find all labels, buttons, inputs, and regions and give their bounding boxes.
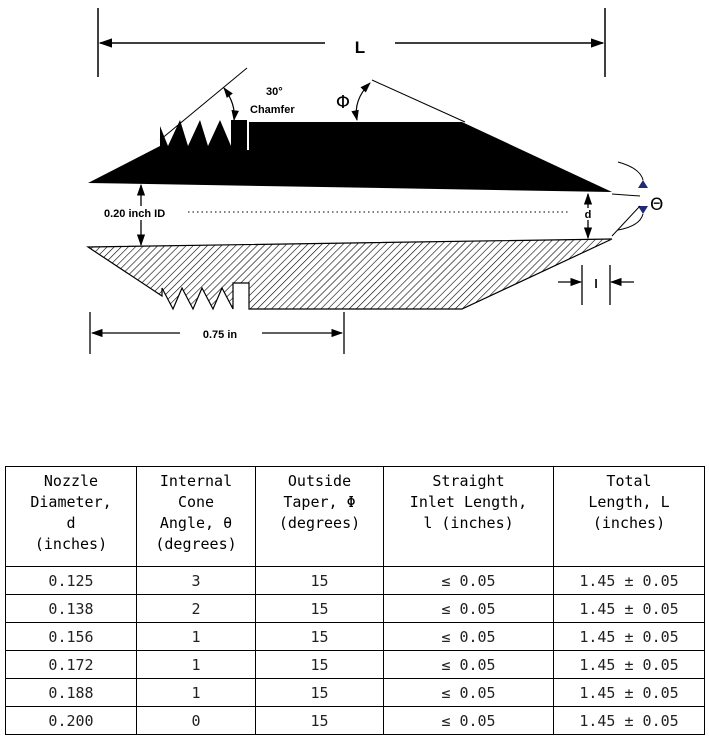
cell-nozzle-diameter: 0.200: [6, 707, 137, 735]
cell-total-length: 1.45 ± 0.05: [554, 623, 705, 651]
table-row: [6, 707, 705, 735]
phi-label: Φ: [335, 92, 351, 113]
nozzle-lower-half: [88, 239, 612, 309]
header-nozzle-diameter: [6, 467, 137, 567]
header-line: (degrees): [155, 535, 237, 553]
thread-length-label: 0.75 in: [202, 329, 238, 341]
inlet-length-dimension: [558, 265, 634, 305]
cell-cone-angle: 1: [137, 623, 256, 651]
header-line: Diameter,: [30, 493, 112, 511]
table-row: [6, 623, 705, 651]
cell-nozzle-diameter: 0.188: [6, 679, 137, 707]
cell-outside-taper: 15: [256, 623, 384, 651]
cell-inlet-length: ≤ 0.05: [384, 623, 554, 651]
cell-total-length: 1.45 ± 0.05: [554, 707, 705, 735]
table-header-row: [6, 467, 705, 567]
cell-nozzle-diameter: 0.156: [6, 623, 137, 651]
header-outside-taper: [256, 467, 384, 567]
length-dimension: [98, 8, 605, 77]
exit-diameter-dimension: [581, 194, 595, 238]
cell-nozzle-diameter: 0.125: [6, 567, 137, 595]
cell-outside-taper: 15: [256, 595, 384, 623]
cell-nozzle-diameter: 0.172: [6, 651, 137, 679]
cell-cone-angle: 0: [137, 707, 256, 735]
inlet-length-label: l: [594, 277, 598, 291]
header-line: Outside: [287, 472, 352, 490]
table-row: [6, 679, 705, 707]
table-row: [6, 595, 705, 623]
cell-total-length: 1.45 ± 0.05: [554, 567, 705, 595]
chamfer-angle-label: 30°: [266, 86, 283, 98]
cell-total-length: 1.45 ± 0.05: [554, 679, 705, 707]
cell-total-length: 1.45 ± 0.05: [554, 595, 705, 623]
cell-nozzle-diameter: 0.138: [6, 595, 137, 623]
header-line: Cone: [177, 493, 215, 511]
length-label: L: [354, 38, 366, 57]
header-line: Inlet Length,: [409, 493, 528, 511]
nozzle-upper-half: [88, 120, 612, 192]
cell-outside-taper: 15: [256, 679, 384, 707]
cell-cone-angle: 1: [137, 679, 256, 707]
cell-inlet-length: ≤ 0.05: [384, 679, 554, 707]
header-line: Angle, θ: [159, 514, 233, 532]
cell-cone-angle: 3: [137, 567, 256, 595]
header-line: Internal: [159, 472, 233, 490]
header-total-length: [554, 467, 705, 567]
cell-inlet-length: ≤ 0.05: [384, 707, 554, 735]
header-line: d: [66, 514, 76, 532]
cell-inlet-length: ≤ 0.05: [384, 567, 554, 595]
table-row: [6, 651, 705, 679]
cell-outside-taper: 15: [256, 707, 384, 735]
table-row: [6, 567, 705, 595]
header-line: Straight: [432, 472, 505, 490]
cell-cone-angle: 2: [137, 595, 256, 623]
inner-diameter-label: 0.20 inch ID: [104, 208, 166, 220]
cell-total-length: 1.45 ± 0.05: [554, 651, 705, 679]
inner-diameter-dimension: [102, 185, 182, 245]
thread-length-dimension: [90, 312, 344, 354]
exit-diameter-label: d: [584, 209, 592, 221]
header-line: Taper, Φ: [283, 493, 356, 511]
header-line: (inches): [592, 514, 666, 532]
nozzle-spec-table: [5, 466, 705, 735]
header-line: Nozzle: [43, 472, 99, 490]
header-straight-inlet-length: [384, 467, 554, 567]
cone-angle-annotation: [612, 162, 663, 236]
header-internal-cone-angle: [137, 467, 256, 567]
chamfer-label: Chamfer: [250, 104, 295, 116]
theta-label: Θ: [650, 195, 664, 215]
header-line: l (inches): [423, 514, 514, 532]
cell-outside-taper: 15: [256, 651, 384, 679]
taper-angle-annotation: [336, 80, 465, 122]
header-line: (inches): [34, 535, 108, 553]
cell-cone-angle: 1: [137, 651, 256, 679]
header-line: (degrees): [278, 514, 361, 532]
cell-inlet-length: ≤ 0.05: [384, 595, 554, 623]
header-line: Length, L: [588, 493, 670, 511]
cell-outside-taper: 15: [256, 567, 384, 595]
cell-inlet-length: ≤ 0.05: [384, 651, 554, 679]
header-line: Total: [606, 472, 652, 490]
